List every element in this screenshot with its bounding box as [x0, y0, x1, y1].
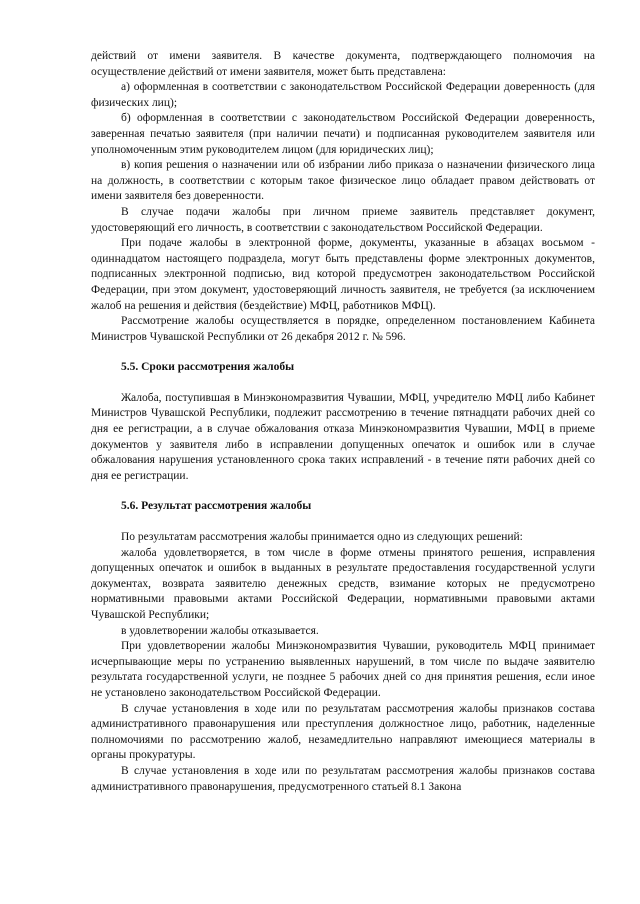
paragraph: Рассмотрение жалобы осуществляется в порядке, определенном постановлением Кабинета Министров Чувашской Республики от 26 декабря 2012 г. № 596.: [91, 315, 595, 343]
paragraph: При удовлетворении жалобы Минэкономразвития Чувашии, руководитель МФЦ принимает исчерпывающие меры по устранению выявленных нарушений, в том числе по выдаче заявителю результата государственной услуги, не позднее 5 рабочих дней со дня принятия решения, если иное не установлено законодательством Российской Федерации.: [91, 640, 595, 699]
paragraph: По результатам рассмотрения жалобы принимается одно из следующих решений:: [121, 531, 523, 544]
paragraph: в) копия решения о назначении или об избрании либо приказа о назначении физического лица на должность, в соответствии с которым такое физическое лицо обладает правом действовать от имени заявителя без доверенности.: [91, 159, 595, 203]
document-page: [91, 49, 595, 795]
paragraph: В случае установления в ходе или по результатам рассмотрения жалобы признаков состава административного правонарушения, предусмотренного статьей 8.1 Закона: [91, 764, 595, 793]
paragraph: а) оформленная в соответствии с законодательством Российской Федерации доверенность (для физических лиц);: [91, 81, 595, 109]
section-heading-5-6: 5.6. Результат рассмотрения жалобы: [121, 500, 312, 513]
paragraph: жалоба удовлетворяется, в том числе в форме отмены принятого решения, исправления допущенных опечаток и ошибок в выданных в результате предоставления государственной услуги документах, возврата заявителю денежных средств, взимание которых не предусмотрено нормативными правовыми актами Российской Федерации, нормативными правовыми актами Чувашской Республики;: [91, 546, 595, 621]
section-heading-5-5: 5.5. Сроки рассмотрения жалобы: [121, 361, 295, 374]
paragraph: При подаче жалобы в электронной форме, документы, указанные в абзацах восьмом - одиннадцатом настоящего подраздела, могут быть представлены форме электронных документов, подписанных электронной подписью, вид которой предусмотрен законодательством Российской Федерации, при этом документ, удостоверяющий личность заявителя, не требуется (за исключением жалоб на решения и действия (бездействие) МФЦ, работников МФЦ).: [91, 237, 595, 312]
paragraph: б) оформленная в соответствии с законодательством Российской Федерации доверенность, заверенная печатью заявителя (при наличии печати) и подписанная руководителем заявителя или уполномоченным этим руководителем лицом (для юридических лиц);: [91, 112, 595, 156]
paragraph: действий от имени заявителя. В качестве документа, подтверждающего полномочия на осуществление действий от имени заявителя, может быть представлена:: [91, 50, 595, 78]
paragraph: В случае подачи жалобы при личном приеме заявитель представляет документ, удостоверяющий его личность, в соответствии с законодательством Российской Федерации.: [91, 205, 595, 234]
paragraph: Жалоба, поступившая в Минэкономразвития Чувашии, МФЦ, учредителю МФЦ либо Кабинет Министров Чувашской Республики, подлежит рассмотрению в течение пятнадцати рабочих дней со дня ее регистрации, а в случае обжалования отказа Минэкономразвития Чувашии, МФЦ в приеме документов у заявителя либо в исправлении допущенных опечаток и ошибок или в случае обжалования нарушения установленного срока таких исправлений - в течение пяти рабочих дней со дня ее регистрации.: [91, 391, 595, 482]
paragraph: В случае установления в ходе или по результатам рассмотрения жалобы признаков состава административного правонарушения или преступления должностное лицо, работник, наделенные полномочиями по рассмотрению жалоб, незамедлительно направляют имеющиеся материалы в органы прокуратуры.: [91, 702, 595, 762]
paragraph: в удовлетворении жалобы отказывается.: [121, 624, 319, 637]
